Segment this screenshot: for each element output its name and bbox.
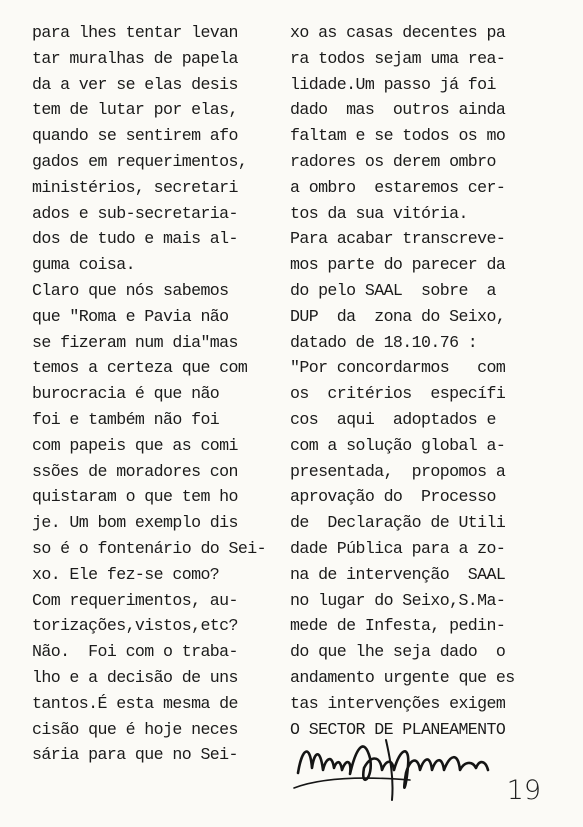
left-column-line: ssões de moradores con (32, 461, 238, 481)
left-column-line: com papeis que as comi (32, 435, 238, 455)
right-column-line: os critérios específi (290, 384, 506, 404)
right-column-line: mos parte do parecer da (290, 255, 506, 275)
right-column-line: dado mas outros ainda (290, 100, 506, 120)
left-column-line: tar muralhas de papela (32, 48, 238, 68)
left-column-line: je. Um bom exemplo dis (32, 513, 238, 533)
left-column-line: cisão que é hoje neces (32, 719, 238, 739)
right-column-line: cos aqui adoptados e (290, 409, 496, 429)
left-column-line: foi e também não foi (32, 409, 220, 429)
left-column-line: guma coisa. (32, 255, 135, 275)
right-column-line: de Declaração de Utili (290, 513, 506, 533)
right-text-column (290, 20, 550, 742)
right-column-line: faltam e se todos os mo (290, 126, 506, 146)
left-column-line: Não. Foi com o traba- (32, 642, 238, 662)
right-column-line: radores os derem ombro (290, 151, 496, 171)
right-column-line: a ombro estaremos cer- (290, 177, 506, 197)
left-column-line: ministérios, secretari (32, 177, 238, 197)
right-column-line: DUP da zona do Seixo, (290, 306, 506, 326)
left-column-line: sária para que no Sei- (32, 745, 238, 765)
right-column-line: dade Pública para a zo- (290, 538, 506, 558)
handwritten-signature (290, 718, 520, 803)
left-column-line: torizações,vistos,etc? (32, 616, 238, 636)
left-column-line: gados em requerimentos, (32, 151, 248, 171)
left-column-line: temos a certeza que com (32, 358, 248, 378)
page-number: 19 (506, 775, 541, 806)
right-column-line: O SECTOR DE PLANEAMENTO (290, 719, 506, 739)
right-column-line: tos da sua vitória. (290, 203, 468, 223)
right-column-line: xo as casas decentes pa (290, 23, 506, 42)
left-column-line: quando se sentirem afo (32, 126, 238, 146)
right-column-line: do pelo SAAL sobre a (290, 280, 496, 300)
right-column-line: do que lhe seja dado o (290, 642, 506, 662)
left-column-line: quistaram o que tem ho (32, 487, 238, 507)
left-column-line: Com requerimentos, au- (32, 590, 238, 610)
left-column-line: Claro que nós sabemos (32, 280, 229, 300)
left-column-line: dos de tudo e mais al- (32, 229, 238, 249)
right-column-line: andamento urgente que es (290, 667, 515, 687)
left-column-line: lho e a decisão de uns (32, 667, 238, 687)
right-column-line: mede de Infesta, pedin- (290, 616, 506, 636)
left-column-line: ados e sub-secretaria- (32, 203, 238, 223)
left-column-line: so é o fontenário do Sei- (32, 538, 266, 558)
left-column-line: tantos.É esta mesma de (32, 693, 238, 713)
left-column-line: que "Roma e Pavia não (32, 306, 229, 326)
left-column-line: se fizeram num dia"mas (32, 332, 238, 352)
right-column-line: no lugar do Seixo,S.Ma- (290, 590, 506, 610)
left-column-line: para lhes tentar levan (32, 23, 238, 42)
right-column-line: ra todos sejam uma rea- (290, 48, 506, 68)
left-column-line: tem de lutar por elas, (32, 100, 238, 120)
right-column-line: presentada, propomos a (290, 461, 506, 481)
right-column-line: tas intervenções exigem (290, 693, 506, 713)
left-column-line: da a ver se elas desis (32, 74, 238, 94)
right-column-line: com a solução global a- (290, 435, 506, 455)
left-text-column (32, 20, 282, 768)
right-column-line: lidade.Um passo já foi (290, 74, 496, 94)
right-column-line: na de intervenção SAAL (290, 564, 506, 584)
right-column-line: datado de 18.10.76 : (290, 332, 478, 352)
left-column-line: burocracia é que não (32, 384, 220, 404)
right-column-line: Para acabar transcreve- (290, 229, 506, 249)
right-column-line: aprovação do Processo (290, 487, 496, 507)
right-column-line: "Por concordarmos com (290, 358, 506, 378)
left-column-line: xo. Ele fez-se como? (32, 564, 220, 584)
